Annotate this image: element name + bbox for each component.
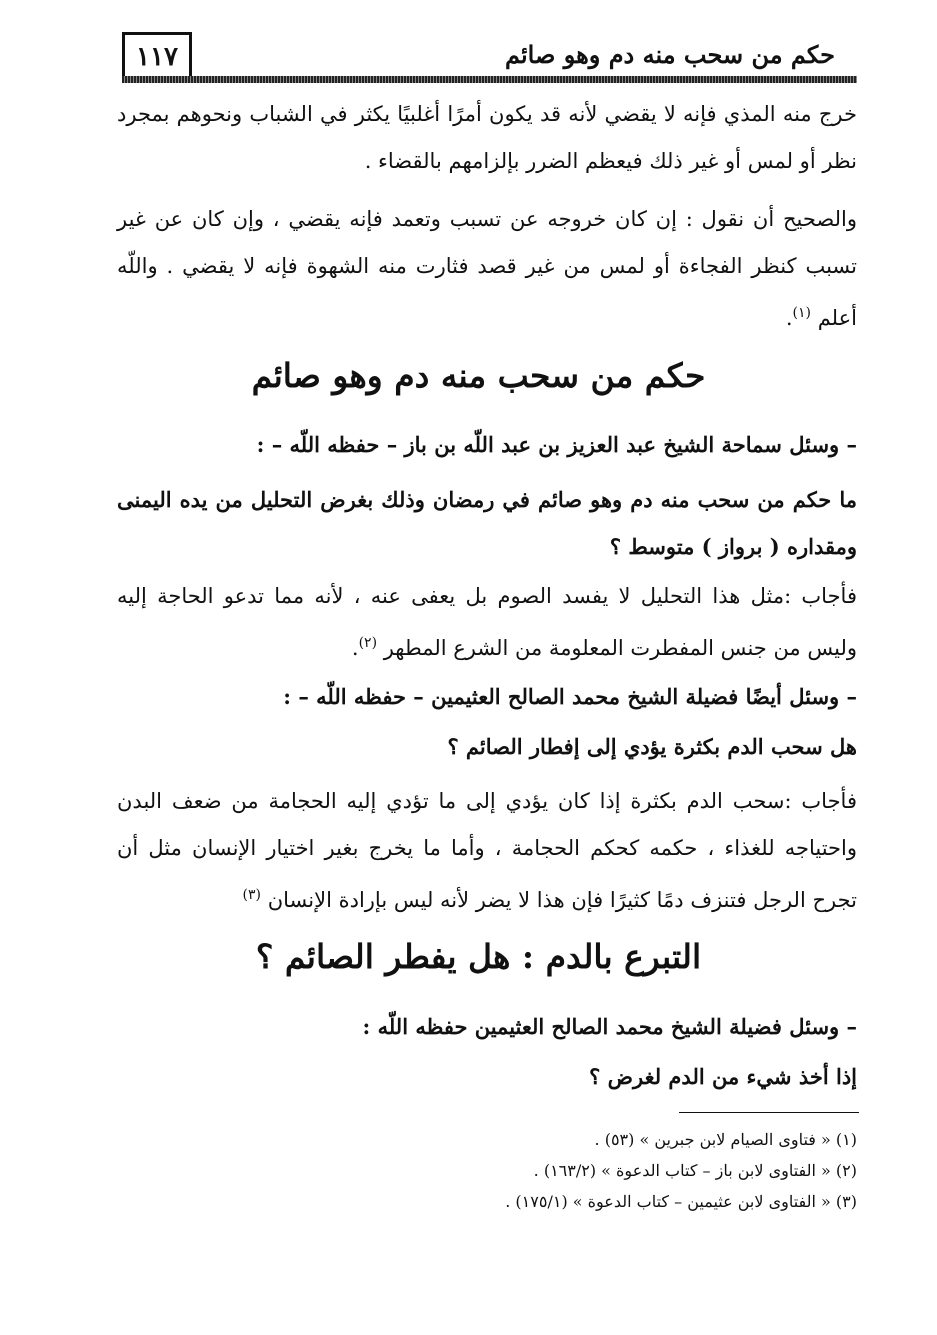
section-heading-blood-donation: التبرع بالدم : هل يفطر الصائم ؟ [255,937,702,976]
paragraph-text: والصحيح أن نقول : إن كان خروجه عن تسبب وتعمد فإنه يقضي ، وإن كان عن غير تسبب كنظر الفجاءة أو لمس من غير قصد فثارت منه الشهوة فإنه لا يقضي . واللّه أعلم $^{(١)}$. [117,207,857,330]
question-intro-2 [117,673,857,720]
answer-text: فأجاب :مثل هذا التحليل لا يفسد الصوم بل يعفى عنه ، لأنه مما تدعو الحاجة إليه وليس من جنس المفطرت المعلومة من الشرع المطهر $^{(٢)}$. [117,584,857,660]
question-intro-text: – وسئل أيضًا فضيلة الشيخ محمد الصالح العثيمين – حفظه اللّه – : [283,684,857,709]
question-intro-3 [117,1003,857,1050]
question-intro-text: – وسئل فضيلة الشيخ محمد الصالح العثيمين حفظه اللّه : [362,1014,857,1039]
footnote-separator [679,1112,859,1113]
footnote-2: (٢) « الفتاوى لابن باز – كتاب الدعوة » (١٦٣/٢) . [533,1161,857,1180]
paragraph-conclusion [117,196,857,342]
paragraph-text: خرج منه المذي فإنه لا يقضي لأنه قد يكون أمرًا أغلبيًا يكثر في الشباب ونحوهم بمجرد نظر أو لمس أو غير ذلك فيعظم الضرر بإلزامهم بالقضاء . [117,102,857,173]
footnote-ref-3: (٣) [242,887,262,903]
footnote-3: (٣) « الفتاوى لابن عثيمين – كتاب الدعوة » (١٧٥/١) . [505,1192,857,1211]
page-number: ١١٧ [122,32,192,78]
question-text: إذا أخذ شيء من الدم لغرض ؟ [589,1064,857,1089]
footnote-ref-2: (٢) [358,635,378,651]
page-header [112,18,857,78]
paragraph-body: والصحيح أن نقول : إن كان خروجه عن تسبب وتعمد فإنه يقضي ، وإن كان عن غير تسبب كنظر الفجاءة أو لمس من غير قصد فثارت منه الشهوة فإنه لا يقضي . واللّه أعلم [117,207,857,330]
footnotes [117,1124,857,1217]
question-intro-1 [117,421,857,468]
answer-body: فأجاب :سحب الدم بكثرة إذا كان يؤدي إلى ما تؤدي إليه الحجامة من ضعف البدن واحتياجه للغذاء ، حكمه كحكم الحجامة ، وأما ما يخرج بغير اختيار الإنسان مثل أن تجرح الرجل فتنزف دمًا كثيرًا فإن هذا لا يضر لأنه ليس بإرادة الإنسان [117,789,857,912]
header-rule [122,76,857,83]
question-text: ما حكم من سحب منه دم وهو صائم في رمضان وذلك بغرض التحليل من يده اليمنى ومقداره ( برواز ) متوسط ؟ [117,487,857,559]
question-1 [117,476,857,570]
answer-2 [117,778,857,924]
footnote-1: (١) « فتاوى الصيام لابن جبرين » (٥٣) . [594,1130,857,1149]
question-text: هل سحب الدم بكثرة يؤدي إلى إفطار الصائم ؟ [447,734,857,759]
answer-body: فأجاب :مثل هذا التحليل لا يفسد الصوم بل يعفى عنه ، لأنه مما تدعو الحاجة إليه وليس من جنس المفطرت المعلومة من الشرع المطهر [117,584,857,660]
footnote-ref-1: (١) [792,305,812,321]
running-title: حكم من سحب منه دم وهو صائم [505,40,835,69]
question-2 [117,723,857,770]
question-intro-text: – وسئل سماحة الشيخ عبد العزيز بن عبد اللّه بن باز – حفظه اللّه – : [256,432,857,457]
paragraph-continuation [117,91,857,185]
answer-1 [117,573,857,672]
section-heading-blood-draw: حكم من سحب منه دم وهو صائم [251,356,706,395]
answer-text [117,778,857,924]
question-3 [117,1053,857,1100]
